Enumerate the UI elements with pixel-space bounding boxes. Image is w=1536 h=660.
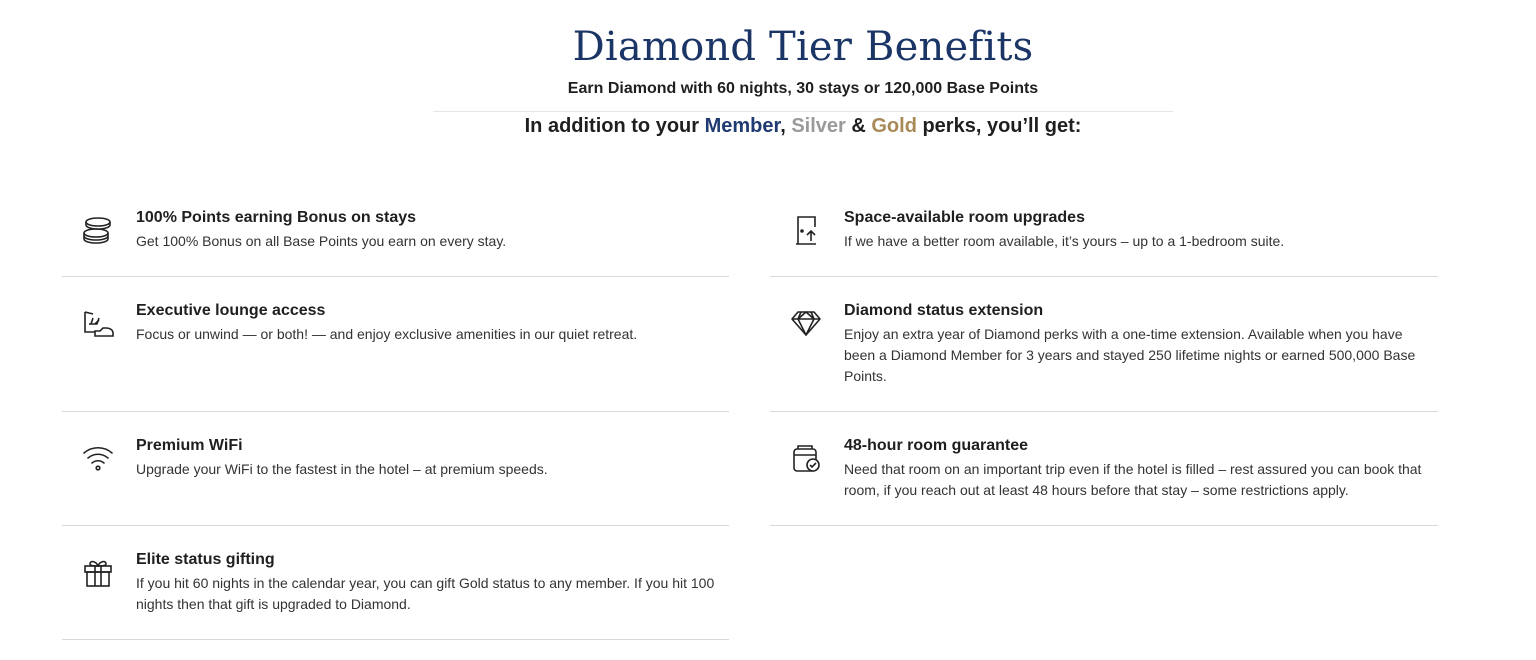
- benefit-title: Premium WiFi: [136, 437, 243, 454]
- benefit-title: Executive lounge access: [136, 302, 326, 319]
- perks-comma: ,: [780, 115, 792, 137]
- benefit-executive-lounge: [62, 277, 729, 412]
- benefit-status-gifting: [62, 526, 729, 640]
- benefit-description: If we have a better room available, it’s yours – up to a 1-bedroom suite.: [844, 233, 1285, 249]
- benefit-description: If you hit 60 nights in the calendar year, you can gift Gold status to any member. If you hit 100 nights then that gift is upgraded to Diamond.: [136, 575, 715, 612]
- header-divider: [433, 111, 1173, 112]
- benefit-premium-wifi: [62, 412, 729, 526]
- benefit-title: Elite status gifting: [136, 551, 275, 568]
- tier-requirements: Earn Diamond with 60 nights, 30 stays or 120,000 Base Points: [567, 80, 1039, 97]
- benefit-status-extension: [770, 277, 1438, 412]
- door-upgrade-icon: [788, 212, 824, 248]
- perks-heading: [0, 115, 1536, 138]
- diamond-icon: [788, 305, 824, 341]
- benefit-description: Upgrade your WiFi to the fastest in the hotel – at premium speeds.: [136, 461, 548, 477]
- benefit-room-upgrades: [770, 196, 1438, 277]
- benefit-points-bonus: [62, 196, 729, 277]
- perks-member: Member: [704, 115, 781, 137]
- perks-silver: Silver: [791, 115, 846, 137]
- perks-amp: &: [845, 115, 872, 137]
- benefit-room-guarantee: [770, 412, 1438, 526]
- benefit-description: Need that room on an important trip even if the hotel is filled – rest assured you can book that room, if you reach out at least 48 hours before that stay – some restrictions apply.: [844, 461, 1422, 498]
- benefit-description: Get 100% Bonus on all Base Points you earn on every stay.: [136, 233, 507, 249]
- benefit-title: Space-available room upgrades: [844, 209, 1085, 226]
- benefit-title: 100% Points earning Bonus on stays: [136, 209, 417, 226]
- benefit-description: Enjoy an extra year of Diamond perks with a one-time extension. Available when you have been a Diamond Member for 3 years and stayed 250 lifetime nights or earned 500,000 Base Points.: [844, 326, 1416, 384]
- perks-prefix: In addition to your: [524, 115, 705, 137]
- benefit-description: Focus or unwind — or both! — and enjoy exclusive amenities in our quiet retreat.: [136, 326, 638, 342]
- perks-gold: Gold: [871, 115, 917, 137]
- benefit-title: 48-hour room guarantee: [844, 437, 1029, 454]
- coins-icon: [80, 212, 116, 248]
- perks-suffix: perks, you’ll get:: [916, 115, 1082, 137]
- benefit-title: Diamond status extension: [844, 302, 1044, 319]
- page-title: Diamond Tier Benefits: [572, 24, 1034, 70]
- wifi-icon: [80, 440, 116, 476]
- gift-icon: [80, 554, 116, 590]
- room-guarantee-icon: [788, 440, 824, 476]
- lounge-icon: [80, 305, 116, 341]
